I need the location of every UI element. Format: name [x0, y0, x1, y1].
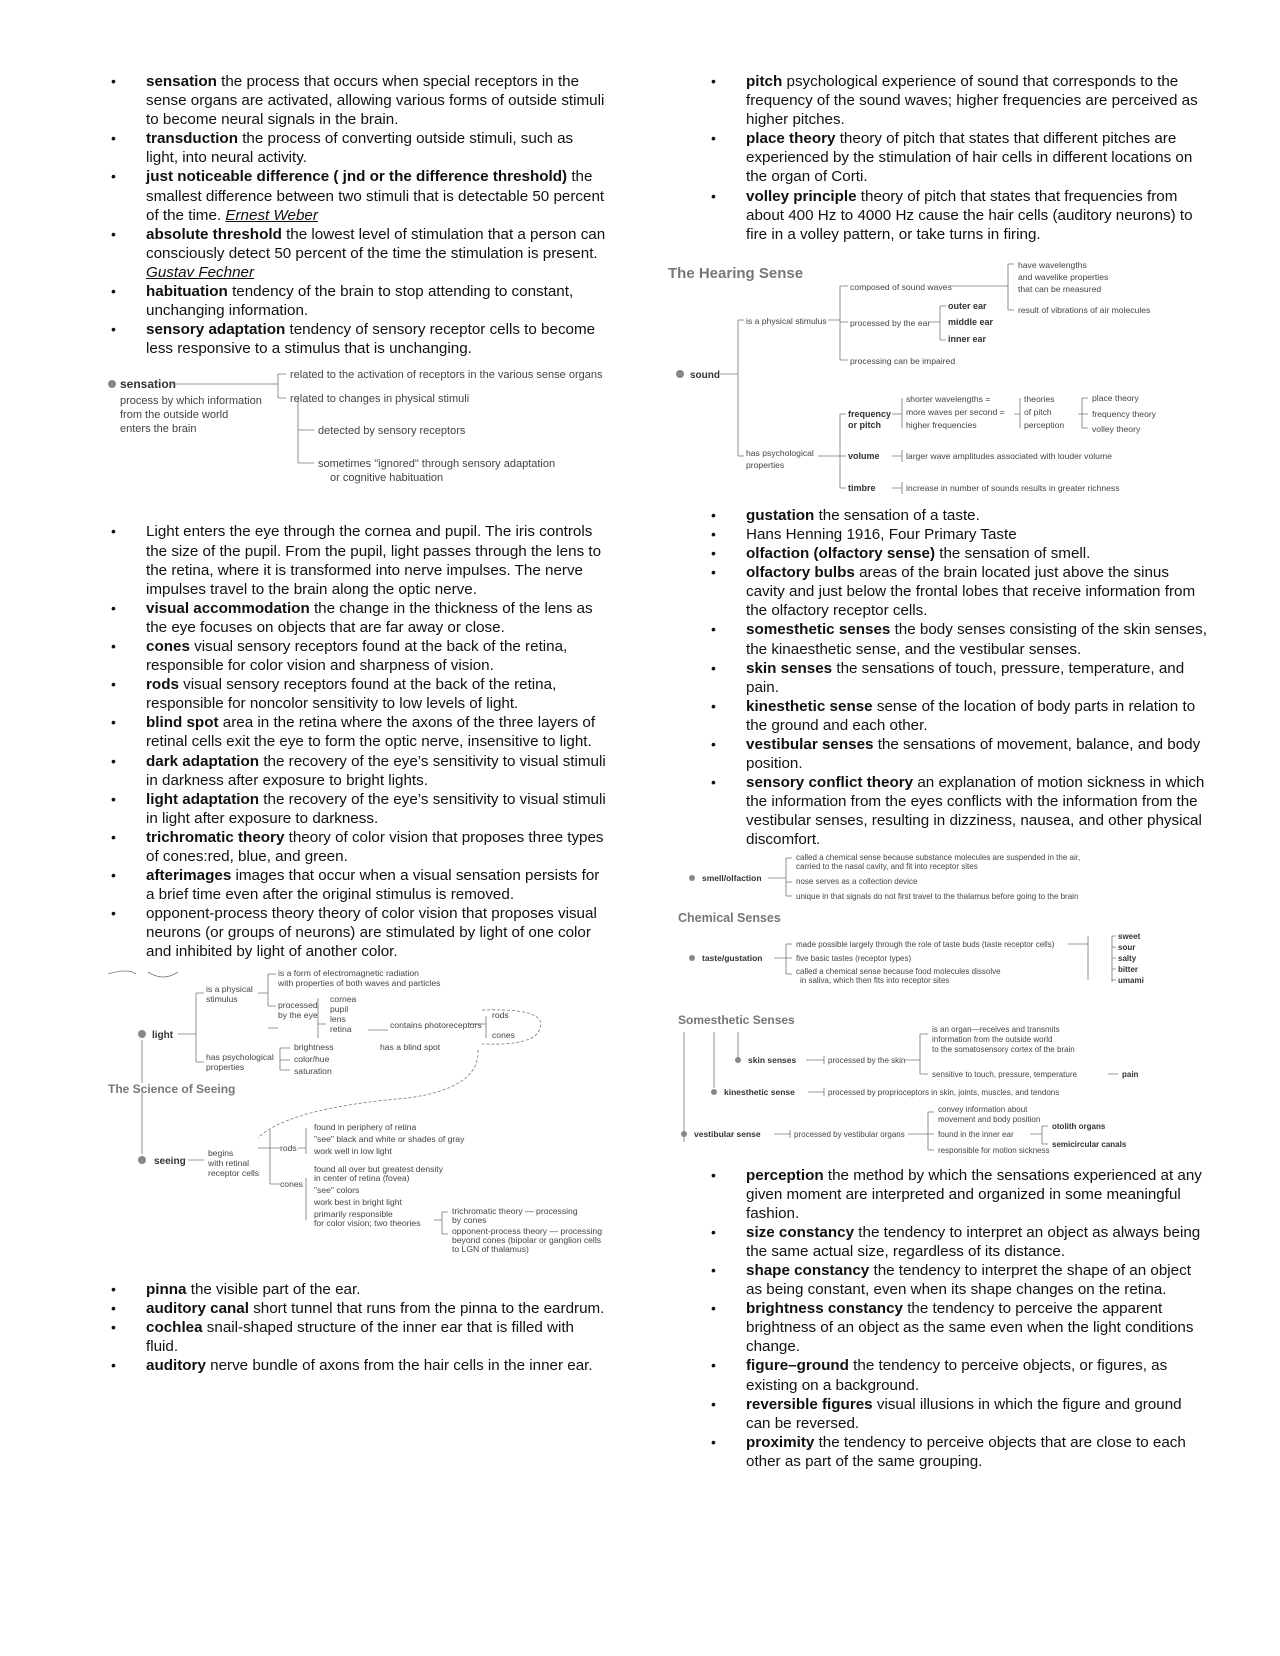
light-node-dot [138, 1030, 146, 1038]
short-2: more waves per second = [906, 406, 1005, 417]
seeing-em-2: with properties of both waves and particles [278, 977, 441, 988]
definition-text: short tunnel that runs from the pinna to the eardrum. [248, 1299, 605, 1317]
smell-fact-1: called a chemical sense because substance molecules are suspended in the air, [796, 852, 1081, 862]
definition-item [108, 72, 608, 129]
definition-text: the smallest difference between two stimuli that is detectable 50 percent of the time. [146, 168, 605, 224]
skin-fact-2: information from the outside world [932, 1034, 1053, 1044]
hearing-waves: composed of sound waves [850, 281, 952, 292]
seeing-rods-top: rods [492, 1009, 509, 1020]
cone-fact-1: found all over but greatest density [314, 1163, 443, 1174]
vest-fact-4: responsible for motion sickness [938, 1145, 1050, 1155]
definition-item [708, 1299, 1208, 1356]
vest-processed: processed by vestibular organs [794, 1129, 905, 1139]
seeing-psych-2: properties [206, 1061, 245, 1072]
vest-fact-3: found in the inner ear [938, 1129, 1014, 1139]
rod-fact-2: "see" black and white or shades of gray [314, 1133, 465, 1144]
definition-item [708, 1166, 1208, 1223]
definition-text: Light enters the eye through the cornea and pupil. The iris controls the size of the pupil. From the pupil, light passes through the lens to the retina, where it is transformed into nerve impulses. The nerve impulses travel to the brain along the optic nerve. [146, 523, 602, 598]
definition-term: perception [746, 1166, 824, 1184]
somesthetic-senses-diagram [678, 1012, 1198, 1162]
definition-term: rods [146, 676, 179, 694]
definition-item [708, 506, 1208, 525]
definition-item [708, 659, 1208, 697]
definition-term: figure–ground [746, 1357, 849, 1375]
skin-pain: pain [1122, 1069, 1139, 1079]
definition-text: tendency of sensory receptor cells to become less responsive to a stimulus that is unchanging. [146, 321, 596, 358]
definition-item [708, 773, 1208, 849]
skin-fact-1: is an organ—receives and transmits [932, 1024, 1060, 1034]
definition-item [108, 904, 608, 961]
vest-fact-2: movement and body position [938, 1114, 1041, 1124]
seeing-node-dot [138, 1156, 146, 1164]
definition-term: size constancy [746, 1223, 855, 1241]
sensation-diagram [108, 368, 608, 508]
definition-text: the method by which the sensations experienced at any given moment are interpreted and organized in some meaningful fashion. [746, 1166, 1202, 1222]
taste-fact-3: called a chemical sense because food molecules dissolve [796, 966, 1001, 976]
vest-canals: semicircular canals [1052, 1139, 1127, 1149]
definition-item [108, 1318, 608, 1356]
seeing-cones: cones [280, 1178, 303, 1189]
smell-fact-2: carried to the nasal cavity, and fit into receptor sites [796, 861, 978, 871]
definition-term: shape constancy [746, 1262, 870, 1279]
definition-term: afterimages [146, 867, 232, 885]
definition-text: the process of converting outside stimuli, such as light, into neural activity. [146, 130, 574, 167]
definition-item [108, 866, 608, 904]
definition-text: the tendency to perceive the apparent brightness of an object as the same even when the light conditions change. [746, 1300, 1194, 1356]
definition-item [108, 129, 608, 167]
seeing-rods: rods [280, 1142, 297, 1153]
seeing-prop-color: color/hue [294, 1053, 330, 1064]
definition-text: tendency of the brain to stop attending to constant, unchanging information. [146, 283, 574, 320]
wave-fact-3: that can be measured [1018, 283, 1102, 294]
wave-fact-1: have wavelengths [1018, 259, 1087, 270]
left-column [108, 72, 608, 1375]
smell-node-dot [689, 875, 695, 881]
definition-text: the recovery of the eye’s sensitivity to visual stimuli in light after exposure to darkness. [146, 790, 606, 827]
definition-text: opponent-process theory theory of color vision that proposes visual neurons (or groups of neurons) are stimulated by light of one color and inhibited by light of another color. [146, 905, 597, 961]
definition-term: sensory adaptation [146, 321, 286, 339]
timbre-fact: increase in number of sounds results in greater richness [906, 482, 1120, 493]
kin-node-label: kinesthetic sense [724, 1086, 795, 1097]
right-definitions-2 [708, 506, 1208, 850]
definition-item [708, 187, 1208, 244]
definition-text: the change in the thickness of the lens as the eye focuses on objects that are far away or close. [146, 599, 593, 636]
theory-1b: by cones [452, 1214, 487, 1225]
sensation-desc-2: from the outside world [120, 409, 229, 422]
taste-node-dot [689, 955, 695, 961]
sensation-branch-4a: sometimes "ignored" through sensory adaptation [318, 458, 556, 471]
definition-item [708, 1433, 1208, 1471]
somesthetic-diagram-title: Somesthetic Senses [678, 1012, 795, 1027]
kin-node-dot [711, 1089, 717, 1095]
definition-text: images that occur when a visual sensation persists for a brief time even after the original stimulus is removed. [146, 867, 600, 904]
definition-term: olfaction (olfactory sense) [746, 545, 936, 563]
definition-term: olfactory bulbs [746, 564, 855, 582]
definition-text: the visible part of the ear. [186, 1280, 361, 1298]
left-definitions-2 [108, 522, 608, 961]
smell-fact-3: nose serves as a collection device [796, 876, 918, 886]
definition-term: skin senses [746, 659, 833, 677]
definition-item [708, 544, 1208, 563]
hearing-impaired: processing can be impaired [850, 355, 956, 366]
right-definitions-3 [708, 1166, 1208, 1472]
seeing-begins-3: receptor cells [208, 1167, 260, 1178]
hearing-phys: is a physical stimulus [746, 315, 827, 326]
researcher-name: Gustav Fechner [146, 263, 255, 281]
definition-term: blind spot [146, 714, 219, 732]
definition-term: absolute threshold [146, 225, 282, 243]
seeing-proc-1: processed [278, 999, 318, 1010]
cone-fact-2: in center of retina (fovea) [314, 1172, 410, 1183]
cone-fact-6: for color vision; two theories [314, 1217, 421, 1228]
definition-item [108, 790, 608, 828]
left-definitions-1 [108, 72, 608, 358]
taste-bitter: bitter [1118, 964, 1138, 974]
definition-text: visual sensory receptors found at the back of the retina, responsible for color vision and sharpness of vision. [146, 637, 568, 675]
vest-node-dot [681, 1131, 687, 1137]
hearing-volume: volume [848, 450, 880, 461]
hearing-diagram [668, 260, 1188, 500]
definition-text: theory of pitch that states that frequencies from about 400 Hz to 4000 Hz cause the hair cells (auditory neurons) to fire in a volley pattern, or take turns in firing. [746, 187, 1193, 243]
taste-fact-1: made possible largely through the role of taste buds (taste receptor cells) [796, 939, 1055, 949]
definition-text: the lowest level of stimulation that a person can consciously detect 50 percent of the time the stimulation is present. [146, 225, 606, 262]
definition-term: brightness constancy [746, 1300, 903, 1318]
ear-middle: middle ear [948, 316, 994, 327]
skin-node-label: skin senses [748, 1054, 797, 1065]
definition-item [108, 282, 608, 320]
definition-text: theory of pitch that states that different pitches are experienced by the stimulation of hair cells in different locations on the organ of Corti. [746, 130, 1193, 186]
definition-term: trichromatic theory [146, 828, 285, 846]
chemical-diagram-title: Chemical Senses [678, 910, 781, 925]
sound-node-dot [676, 370, 684, 378]
taste-umami: umami [1118, 975, 1144, 985]
definition-item [108, 713, 608, 751]
definition-item [708, 525, 1208, 544]
definition-term: pitch [746, 73, 783, 90]
definition-text: psychological experience of sound that corresponds to the frequency of the sound waves; higher frequencies are perceived as higher pitches. [746, 73, 1198, 129]
sensation-node-label: sensation [120, 377, 177, 392]
sound-node-label: sound [690, 369, 720, 381]
seeing-psych-1: has psychological [206, 1051, 274, 1062]
cone-fact-5: primarily responsible [314, 1208, 393, 1219]
definition-term: kinesthetic sense [746, 697, 873, 715]
eye-part-cornea: cornea [330, 993, 357, 1004]
definition-text: the tendency to perceive objects that are close to each other as part of the same grouping. [746, 1433, 1186, 1470]
definition-text: an explanation of motion sickness in which the information from the eyes conflicts with the information from the vestibular senses, resulting in dizziness, nausea, and other physical discomfort. [746, 774, 1205, 849]
definition-term: somesthetic senses [746, 621, 891, 639]
kin-processed: processed by proprioceptors in skin, joints, muscles, and tendons [828, 1087, 1060, 1097]
definition-text: sense of the location of body parts in relation to the ground and each other. [746, 697, 1196, 734]
definition-term: place theory [746, 130, 836, 148]
definition-item [108, 225, 608, 282]
definition-text: the sensation of smell. [935, 545, 1091, 563]
short-1: shorter wavelengths = [906, 393, 991, 404]
seeing-phys-2: stimulus [206, 993, 238, 1004]
right-definitions-1 [708, 72, 1208, 244]
seeing-cones-top: cones [492, 1029, 515, 1040]
seeing-node-label: seeing [154, 1155, 186, 1167]
rod-fact-3: work well in low light [314, 1145, 392, 1156]
definition-text: areas of the brain located just above the sinus cavity and just below the frontal lobes that receive information from the olfactory receptor cells. [746, 564, 1196, 620]
pitch-theories-3: perception [1024, 419, 1065, 430]
definition-item [108, 1299, 608, 1318]
seeing-photoreceptors: contains photoreceptors [390, 1019, 482, 1030]
skin-processed: processed by the skin [828, 1055, 906, 1065]
definition-term: transduction [146, 130, 238, 148]
definition-text: the process that occurs when special receptors in the sense organs are activated, allowing various forms of outside stimuli to become neural signals in the brain. [146, 73, 605, 129]
hearing-timbre: timbre [848, 482, 876, 493]
theory-1a: trichromatic theory — processing [452, 1205, 578, 1216]
definition-term: sensory conflict theory [746, 774, 914, 792]
ear-outer: outer ear [948, 300, 987, 311]
definition-item [708, 1356, 1208, 1394]
seeing-prop-brightness: brightness [294, 1041, 334, 1052]
theory-frequency: frequency theory [1092, 408, 1157, 419]
chemical-senses-diagram [678, 852, 1198, 1012]
eye-part-pupil: pupil [330, 1003, 349, 1014]
hearing-processed-by-ear: processed by the ear [850, 317, 931, 328]
taste-sour: sour [1118, 942, 1136, 952]
skin-node-dot [735, 1057, 741, 1063]
definition-text: the sensations of movement, balance, and body position. [746, 735, 1201, 773]
taste-sweet: sweet [1118, 931, 1141, 941]
sensation-branch-1: related to the activation of receptors in the various sense organs [290, 369, 603, 382]
sensation-desc-1: process by which information [120, 395, 262, 408]
sensation-branch-4b: or cognitive habituation [330, 472, 444, 485]
definition-item [708, 1261, 1208, 1299]
taste-salty: salty [1118, 953, 1137, 963]
hearing-psych-1: has psychological [746, 447, 814, 458]
definition-item [708, 129, 1208, 186]
smell-node-label: smell/olfaction [702, 872, 762, 883]
definition-text: visual sensory receptors found at the back of the retina, responsible for noncolor sensitivity to low levels of light. [146, 676, 557, 713]
sensation-desc-3: enters the brain [120, 423, 197, 436]
definition-item [708, 697, 1208, 735]
eye-part-lens: lens [330, 1013, 346, 1024]
sensation-branch-2: related to changes in physical stimuli [290, 393, 470, 406]
definition-term: auditory canal [146, 1299, 249, 1317]
right-column [668, 72, 1208, 1471]
definition-term: cochlea [146, 1318, 203, 1336]
theory-2a: opponent-process theory — processing [452, 1225, 602, 1236]
left-definitions-3 [108, 1280, 608, 1375]
definition-text: Hans Henning 1916, Four Primary Taste [746, 525, 1017, 543]
definition-item [108, 1280, 608, 1299]
taste-fact-4: in saliva, which then fits into receptor sites [800, 975, 950, 985]
definition-term: light adaptation [146, 790, 260, 808]
definition-item [708, 1223, 1208, 1261]
skin-fact-4: sensitive to touch, pressure, temperature [932, 1069, 1077, 1079]
pitch-theories-1: theories [1024, 393, 1055, 404]
short-3: higher frequencies [906, 419, 977, 430]
definition-text: theory of color vision that proposes three types of cones:red, blue, and green. [146, 828, 604, 865]
vest-node-label: vestibular sense [694, 1128, 761, 1139]
pitch-theories-2: of pitch [1024, 406, 1052, 417]
definition-text: the body senses consisting of the skin senses, the kinaesthetic sense, and the vestibular senses. [746, 621, 1207, 658]
seeing-diagram-title: The Science of Seeing [108, 1081, 236, 1096]
wave-fact-2: and wavelike properties [1018, 271, 1109, 282]
seeing-em-1: is a form of electromagnetic radiation [278, 967, 419, 978]
definition-text: the recovery of the eye’s sensitivity to visual stimuli in darkness after exposure to bright lights. [146, 752, 606, 789]
definition-item [108, 1356, 608, 1375]
definition-term: sensation [146, 73, 217, 90]
sensation-branch-3: detected by sensory receptors [318, 425, 466, 438]
volume-fact: larger wave amplitudes associated with louder volume [906, 450, 1112, 461]
smell-fact-4: unique in that signals do not first travel to the thalamus before going to the brain [796, 891, 1079, 901]
hearing-diagram-title: The Hearing Sense [668, 264, 804, 282]
seeing-diagram [108, 968, 608, 1258]
seeing-blind-spot: has a blind spot [380, 1041, 441, 1052]
hearing-vibrations: result of vibrations of air molecules [1018, 304, 1151, 315]
definition-item [108, 675, 608, 713]
researcher-name: Ernest Weber [225, 206, 318, 224]
definition-text: the tendency to perceive objects, or figures, as existing on a background. [746, 1357, 1168, 1394]
definition-text: visual illusions in which the figure and ground can be reversed. [746, 1395, 1182, 1432]
vest-otolith: otolith organs [1052, 1121, 1106, 1131]
theory-2c: to LGN of thalamus) [452, 1243, 529, 1254]
ear-inner: inner ear [948, 333, 987, 344]
definition-item [708, 620, 1208, 658]
definition-item [108, 167, 608, 224]
definition-item [708, 1395, 1208, 1433]
light-node-label: light [152, 1029, 174, 1041]
skin-fact-3: to the somatosensory cortex of the brain [932, 1044, 1075, 1054]
hearing-or-pitch: or pitch [848, 419, 881, 430]
seeing-proc-2: by the eye [278, 1009, 318, 1020]
definition-text: the tendency to interpret an object as always being the same actual size, regardless of its distance. [746, 1223, 1201, 1260]
definition-text: snail-shaped structure of the inner ear that is filled with fluid. [146, 1318, 575, 1355]
definition-text: the tendency to interpret the shape of an object as being constant, even when its shape changes on the retina. [746, 1262, 1191, 1299]
definition-text: area in the retina where the axons of the three layers of retinal cells exit the eye to form the optic nerve, insensitive to light. [146, 714, 596, 751]
definition-term: just noticeable difference ( jnd or the difference threshold) [146, 168, 568, 186]
theory-place: place theory [1092, 392, 1139, 403]
hearing-frequency: frequency [848, 408, 892, 419]
definition-item [108, 828, 608, 866]
definition-term: visual accommodation [146, 599, 310, 617]
definition-term: habituation [146, 283, 228, 301]
definition-text: the sensation of a taste. [814, 506, 980, 524]
definition-item [708, 563, 1208, 620]
definition-item [708, 735, 1208, 773]
taste-node-label: taste/gustation [702, 952, 763, 963]
definition-term: cones [146, 637, 190, 655]
taste-fact-2: five basic tastes (receptor types) [796, 953, 912, 963]
definition-term: proximity [746, 1433, 815, 1451]
definition-item [108, 599, 608, 637]
definition-term: dark adaptation [146, 752, 260, 770]
definition-term: vestibular senses [746, 735, 874, 753]
definition-term: reversible figures [746, 1395, 873, 1413]
definition-item [108, 320, 608, 358]
definition-item [108, 522, 608, 598]
definition-term: pinna [146, 1280, 187, 1298]
cone-fact-3: "see" colors [314, 1184, 360, 1195]
eye-part-retina: retina [330, 1023, 352, 1034]
definition-item [708, 72, 1208, 129]
seeing-phys-1: is a physical [206, 983, 253, 994]
hearing-psych-2: properties [746, 459, 785, 470]
sensation-node-dot [108, 380, 116, 388]
seeing-begins-1: begins [208, 1147, 234, 1158]
cone-fact-4: work best in bright light [314, 1196, 402, 1207]
seeing-begins-2: with retinal [208, 1157, 250, 1168]
definition-term: auditory [146, 1356, 206, 1374]
definition-text: the sensations of touch, pressure, temperature, and pain. [746, 659, 1185, 696]
theory-volley: volley theory [1092, 423, 1141, 434]
seeing-prop-saturation: saturation [294, 1065, 332, 1076]
definition-term: gustation [746, 506, 815, 524]
theory-2b: beyond cones (bipolar or ganglion cells [452, 1234, 602, 1245]
definition-term: volley principle [746, 187, 857, 205]
vest-fact-1: convey information about [938, 1104, 1028, 1114]
rod-fact-1: found in periphery of retina [314, 1121, 417, 1132]
definition-item [108, 752, 608, 790]
definition-item [108, 637, 608, 675]
definition-text: nerve bundle of axons from the hair cells in the inner ear. [205, 1356, 593, 1374]
